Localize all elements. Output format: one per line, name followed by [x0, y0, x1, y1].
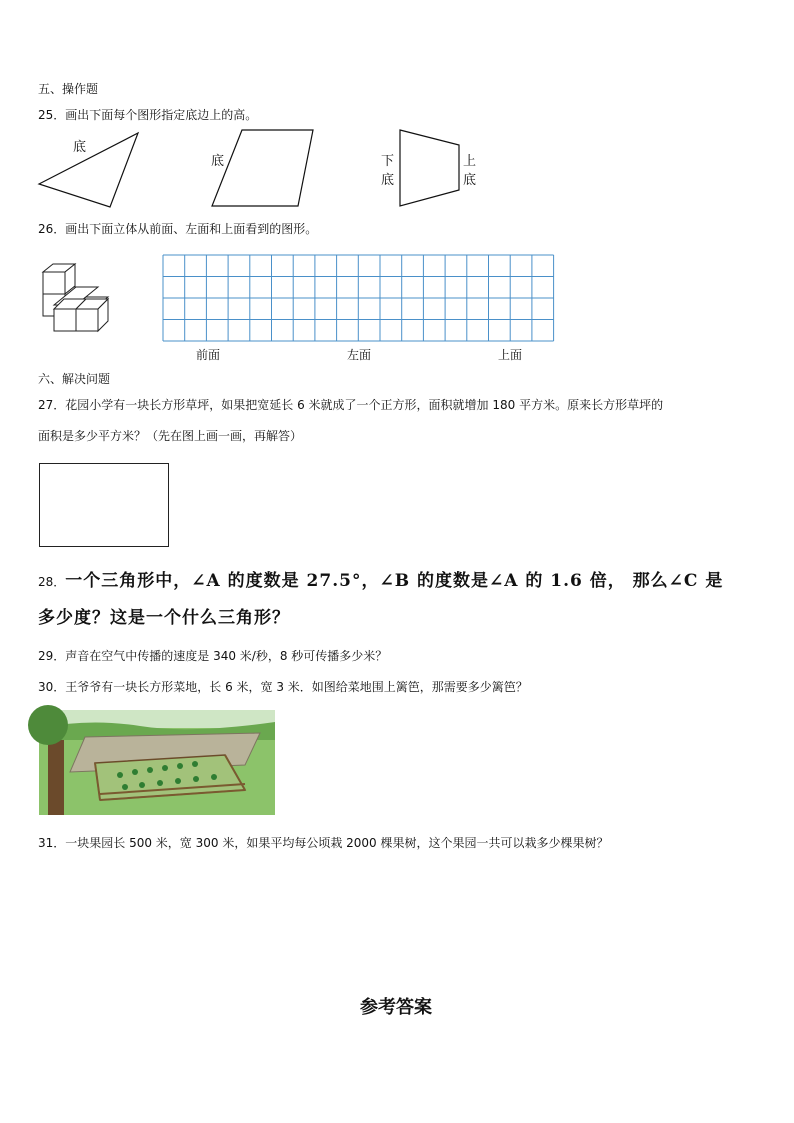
answer-grid: [163, 255, 554, 341]
question-30: 30．王爷爷有一块长方形菜地，长 6 米，宽 3 米．如图给菜地围上篱笆，那需要多少篱笆？: [38, 680, 528, 694]
trapezoid-top-label-1: 上: [463, 154, 477, 169]
lawn-rectangle: [39, 463, 169, 547]
section-heading-5: 五、操作题: [38, 82, 99, 96]
grid-label-left: 左面: [347, 348, 372, 362]
grid-label-top: 上面: [498, 348, 523, 362]
cube-stack-figure: [43, 264, 108, 331]
question-28-line-2: 多少度？这是一个什么三角形？: [38, 608, 290, 628]
question-28-text-1: 一个三角形中，∠A 的度数是 27.5°，∠B 的度数是∠A 的 1.6 倍， 那么∠C 是: [65, 571, 724, 591]
question-28-line-1: [38, 566, 723, 591]
parallelogram-base-label: 底: [211, 154, 225, 169]
parallelogram-figure: [212, 130, 313, 206]
question-27-line-2: 面积是多少平方米？（先在图上画一画，再解答）: [38, 429, 303, 443]
trapezoid-top-label-2: 底: [463, 173, 477, 188]
triangle-base-label: 底: [73, 140, 87, 155]
question-26: 26．画出下面立体从前面、左面和上面看到的图形。: [38, 222, 318, 236]
question-25: 25．画出下面每个图形指定底边上的高。: [38, 108, 258, 122]
trapezoid-figure: [400, 130, 459, 206]
triangle-figure: [39, 133, 138, 207]
trapezoid-bottom-label-1: 下: [381, 154, 395, 169]
section-heading-6: 六、解决问题: [38, 372, 111, 386]
question-28-number: 28．: [38, 575, 66, 589]
question-27-line-1: 27．花园小学有一块长方形草坪，如果把宽延长 6 米就成了一个正方形，面积就增加 180 平方米。原来长方形草坪的: [38, 398, 664, 412]
trapezoid-bottom-label-2: 底: [381, 173, 395, 188]
question-29: 29．声音在空气中传播的速度是 340 米/秒，8 秒可传播多少米？: [38, 649, 388, 663]
question-31: 31．一块果园长 500 米，宽 300 米，如果平均每公顷栽 2000 棵果树，这个果园一共可以栽多少棵果树？: [38, 836, 609, 850]
grid-label-front: 前面: [196, 348, 221, 362]
answers-heading: 参考答案: [360, 997, 432, 1018]
